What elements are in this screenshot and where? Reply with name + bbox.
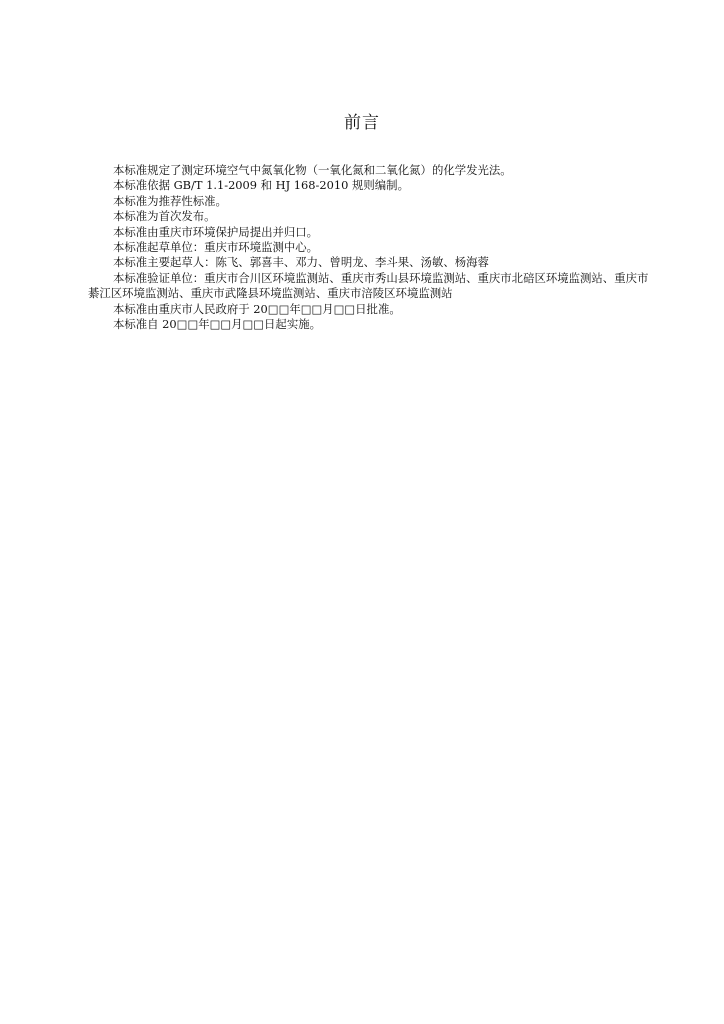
page-title: 前言 — [344, 113, 380, 133]
paragraph-verification-units: 本标准验证单位：重庆市合川区环境监测站、重庆市秀山县环境监测站、重庆市北碚区环境监测站、重庆市綦江区环境监测站、重庆市武隆县环境监测站、重庆市涪陵区环境监测站 — [88, 270, 649, 301]
paragraph-approval: 本标准由重庆市人民政府于 20□□年□□月□□日批准。 — [113, 301, 401, 316]
paragraph-basis: 本标准依据 GB/T 1.1-2009 和 HJ 168-2010 规则编制。 — [113, 178, 409, 193]
paragraph-proposer: 本标准由重庆市环境保护局提出并归口。 — [113, 224, 319, 239]
paragraph-drafting-unit: 本标准起草单位：重庆市环境监测中心。 — [113, 240, 319, 255]
paragraph-first-release: 本标准为首次发布。 — [113, 209, 216, 224]
foreword-body — [88, 163, 653, 332]
paragraph-main-drafters: 本标准主要起草人：陈飞、郭喜丰、邓力、曾明龙、李斗果、汤敏、杨海蓉 — [113, 255, 489, 270]
paragraph-implementation: 本标准自 20□□年□□月□□日起实施。 — [113, 317, 321, 332]
paragraph-scope: 本标准规定了测定环境空气中氮氧化物（一氧化氮和二氧化氮）的化学发光法。 — [113, 163, 512, 177]
paragraph-recommended: 本标准为推荐性标准。 — [113, 193, 227, 208]
